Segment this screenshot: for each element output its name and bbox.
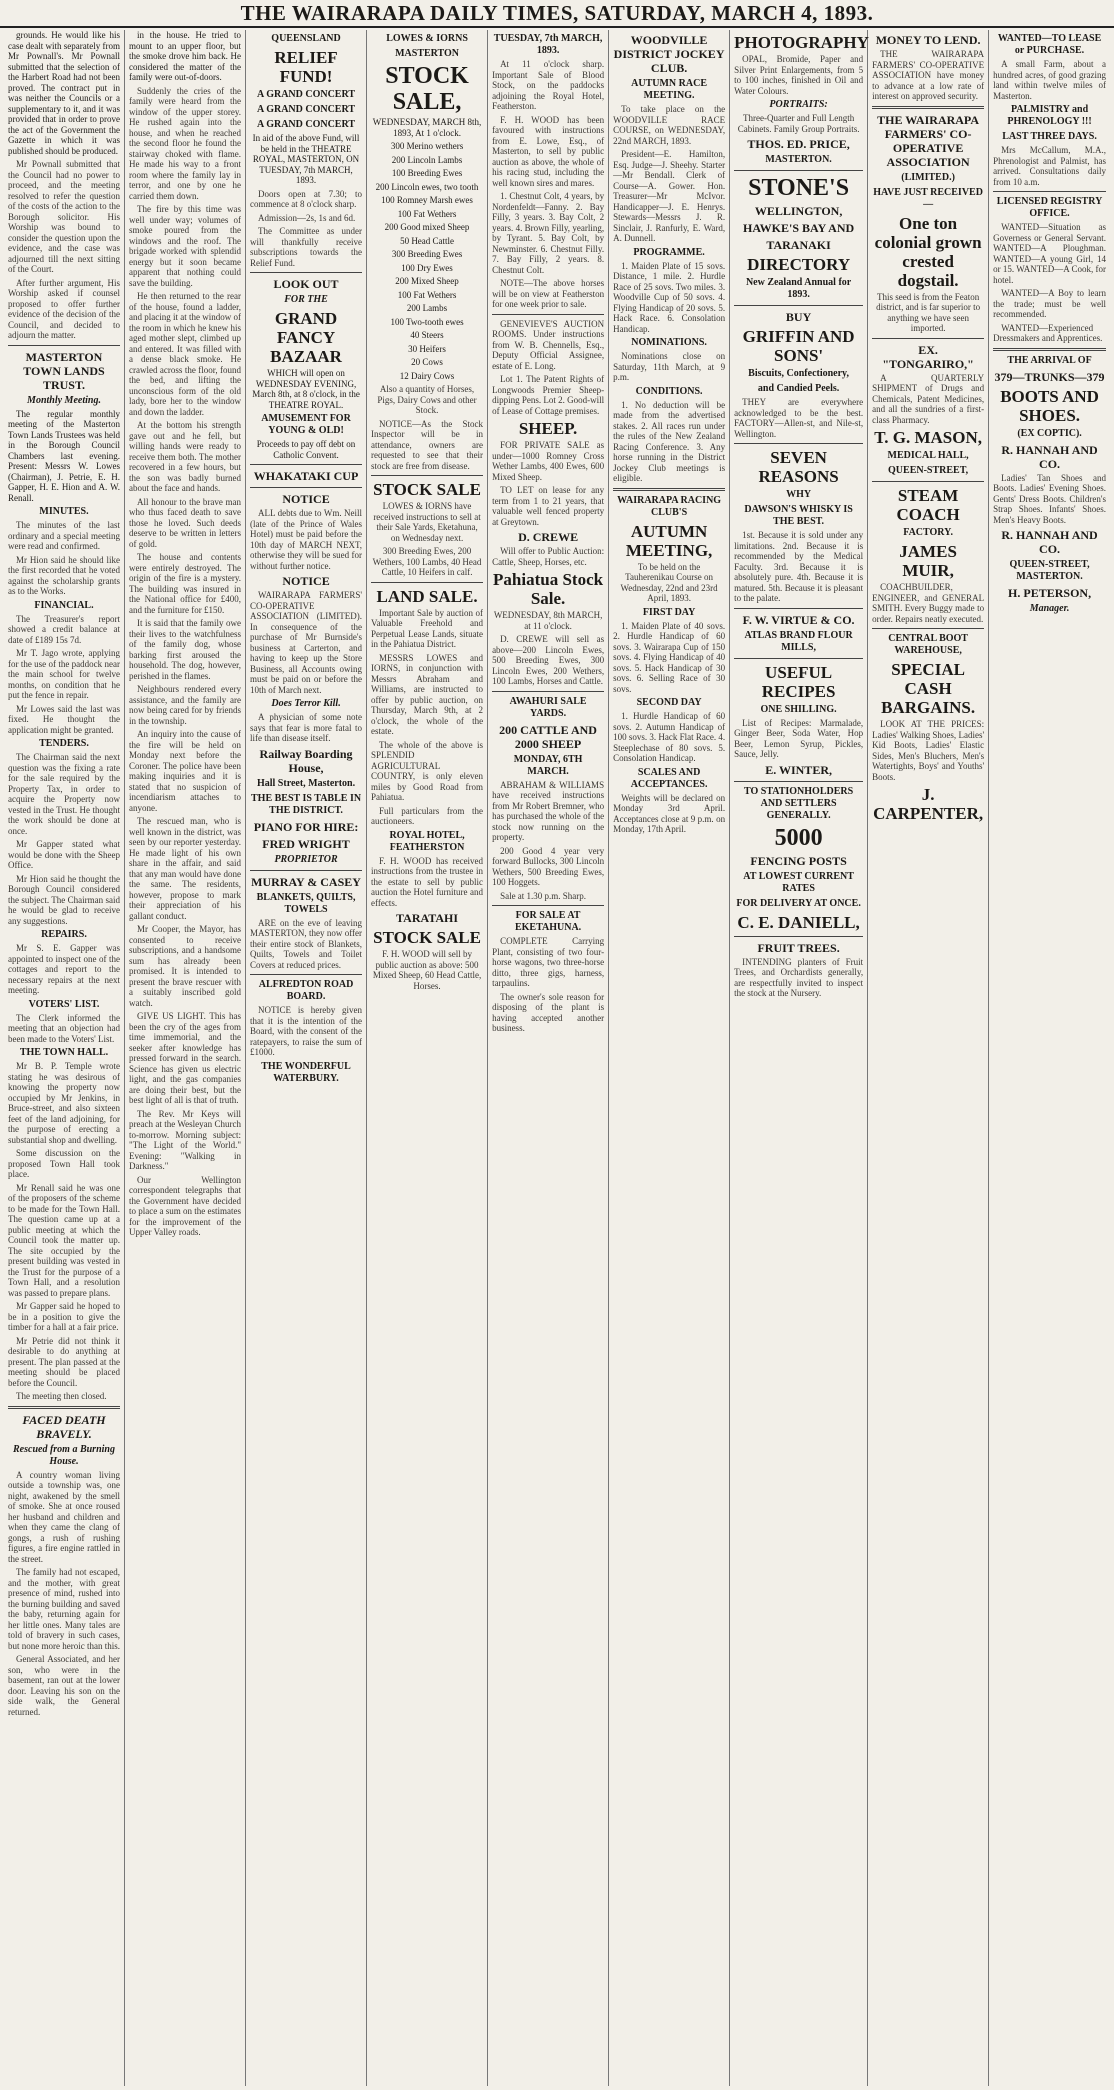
land-sale: LAND SALE.: [376, 586, 478, 606]
col5-date: TUESDAY, 7th MARCH, 1893.: [493, 33, 603, 56]
winter: E. WINTER,: [765, 762, 832, 777]
carpenter: J. CARPENTER,: [873, 785, 984, 823]
pahiatua: Pahiatua Stock Sale.: [493, 570, 604, 608]
stock-sale-2: STOCK SALE: [373, 480, 481, 499]
stock-line-9: 300 Breeding Ewes: [391, 249, 463, 259]
royal-hotel: ROYAL HOTEL, FEATHERSTON: [389, 829, 465, 853]
cattle: 200 CATTLE AND 2000 SHEEP: [499, 722, 597, 751]
licensed: LICENSED REGISTRY OFFICE.: [996, 196, 1103, 219]
virtue: F. W. VIRTUE & CO.: [742, 612, 855, 627]
biscuits: Biscuits, Confectionery,: [748, 368, 849, 379]
murray: MURRAY & CASEY: [251, 874, 361, 889]
does-terror: Does Terror Kill.: [271, 698, 341, 709]
portraits: PORTRAITS:: [769, 99, 828, 110]
stock-line-13: 200 Lambs: [406, 303, 448, 313]
col1-repairs: REPAIRS.: [41, 929, 87, 940]
stones: STONE'S: [748, 175, 850, 201]
proprietor: PROPRIETOR: [274, 853, 338, 865]
stock-line-16: 30 Heifers: [408, 343, 446, 354]
column-5: TUESDAY, 7th MARCH, 1893. At 11 o'clock sharp. Important Sale of Blood Stock, on the paddocks adjoining the Royal Hotel, Featherston. F. H. WOOD has been favoured with instructions from E. Lowe, Esq., of Masterton, to sell by public auction as above, the whole of his racing stud, including the well known sires and mares. 1. Chestnut Colt, 4 years, by Nordenfeldt—Fanny. 2. Bay Filly, 3 years. 3. Bay Colt, 2 years. 4. Brown Filly, yearling, by Tyrant. 5. Bay Colt, by Newminster. 6. Chestnut Filly. 7. Bay Filly, 2 years. 8. Chestnut Colt. NOTE—The above horses will be on view at Featherston for one week prior to sale. GENEVIEVE'S AUCTION ROOMS. Under instructions from W. B. Chennells, Esq., Deputy Official Assignee, estate of E. Long. Lot 1. The Patent Rights of Longwoods Premier Sheep-dipping Pens. Lot 2. Good-will of Lease of Cottage premises. SHEEP. FOR PRIVATE SALE as under—1000 Romney Cross Wether Lambs, 400 Ewes, 600 Mixed Sheep. TO LET on lease for any term from 1 to 21 years, that valuable well fenced property at Greytown. D. CREWE Will offer to Public Auction: Cattle, Sheep, Horses, etc. Pahiatua Stock Sale. WEDNESDAY, 8th MARCH, at 11 o'clock. D. CREWE will sell as above—200 Lincoln Ewes, 500 Breeding Ewes, 300 Lincoln Ewes, 200 Wethers, 100 Lambs, Horses and Cattle. AWAHURI SALE YARDS. 200 CATTLE AND 2000 SHEEP MONDAY, 6TH MARCH. ABRAHAM & WILLIAMS have received instructions from Mr Robert Bremner, who has purchased the whole of the stock now running on the property. 200 Good 4 year very forward Bullocks, 300 Lincoln Wethers, 500 Breeding Ewes, 100 Hoggets. Sale at 1.30 p.m. Sharp. FOR SALE AT EKETAHUNA. COMPLETE Carrying Plant, consisting of two four-horse wagons, two three-horse ditto, three gigs, harness, tarpaulins. The owner's sole reason for disposing of the plant is having accepted another business.: [488, 30, 609, 2086]
column-9: WANTED—TO LEASE or PURCHASE. A small Farm, about a hundred acres, of good grazing land within twelve miles of Masterton. PALMISTRY and PHRENOLOGY !!! LAST THREE DAYS. Mrs McCallum, M.A., Phrenologist and Palmist, has arrived. Consultations daily from 10 a.m. LICENSED REGISTRY OFFICE. WANTED—Situation as Governess or General Servant. WANTED—A Ploughman. WANTED—A young Girl, 14 or 15. WANTED—A Cook, for hotel. WANTED—A Boy to learn the trade; must be well recommended. WANTED—Experienced Dressmakers and Apprentices. THE ARRIVAL OF 379—TRUNKS—379 BOOTS AND SHOES. (EX COPTIC). R. HANNAH AND CO. Ladies' Tan Shoes and Boots. Ladies' Evening Shoes. Gents' Dress Boots. Children's Strap Shoes. Infants' Shoes. Men's Heavy Boots. R. HANNAH AND CO. QUEEN-STREET, MASTERTON. H. PETERSON, Manager.: [993, 33, 1106, 614]
steam: STEAM COACH: [896, 486, 960, 524]
for-sale: FOR SALE AT EKETAHUNA.: [514, 910, 582, 933]
ex-ship: (EX COPTIC).: [1017, 427, 1082, 439]
buy: BUY: [785, 310, 812, 324]
candied: and Candied Peels.: [757, 383, 840, 394]
one-shilling: ONE SHILLING.: [760, 703, 837, 715]
manager: Manager.: [1029, 603, 1070, 614]
col1-faced-sub: Rescued from a Burning House.: [13, 1443, 115, 1467]
photography: PHOTOGRAPHY: [734, 33, 869, 52]
daniell: C. E. DANIELL,: [737, 912, 860, 932]
central: CENTRAL BOOT WAREHOUSE,: [888, 633, 968, 656]
settlers: TO STATIONHOLDERS AND SETTLERS GENERALLY.: [743, 785, 854, 821]
conditions: CONDITIONS.: [635, 385, 703, 397]
relief-body: In aid of the above Fund, will be held in the THEATRE ROYAL, MASTERTON, ON TUESDAY, 7th MARCH, 1893.: [252, 133, 360, 185]
col1-faced-heading: FACED DEATH BRAVELY.: [22, 1412, 106, 1441]
monday: MONDAY, 6TH MARCH.: [513, 753, 583, 777]
wonderful: THE WONDERFUL WATERBURY.: [261, 1060, 351, 1084]
wellington: WELLINGTON,: [754, 204, 843, 218]
stock-line-17: 20 Cows: [411, 357, 443, 367]
col1-subheading: Monthly Meeting.: [27, 394, 101, 406]
stock-date: WEDNESDAY, MARCH 8th, 1893, At 1 o'clock.: [372, 117, 482, 138]
column-7: PHOTOGRAPHY OPAL, Bromide, Paper and Silver Print Enlargements, from 5 to 100 inches, finished in Oil and Water Colours. PORTRAITS: Three-Quarter and Full Length Cabinets. Family Group Portraits. THOS. ED. PRICE, MASTERTON. STONE'S WELLINGTON, HAWKE'S BAY AND TARANAKI DIRECTORY New Zealand Annual for 1893. BUY GRIFFIN AND SONS' Biscuits, Confectionery, and Candied Peels. THEY are everywhere acknowledged to be the best. FACTORY—Allen-st, and Nile-st, Wellington. SEVEN REASONS WHY DAWSON'S WHISKY IS THE BEST. 1st. Because it is sold under any limitations. 2nd. Because it is recommended by the Medical Faculty. 3rd. Because it is absolutely pure. 4th. Because it is matured. 5th. Because it is pleasant to the palate. F. W. VIRTUE & CO. ATLAS BRAND FLOUR MILLS, USEFUL RECIPES ONE SHILLING. List of Recipes: Marmalade, Ginger Beer, Soda Water, Hop Beer, Lemon Syrup, Pickles, Sauce, Jelly. E. WINTER, TO STATIONHOLDERS AND SETTLERS GENERALLY. 5000 FENCING POSTS AT LOWEST CURRENT RATES FOR DELIVERY AT ONCE. C. E. DANIELL, FRUIT TREES. INTENDING planters of Fruit Trees, and Orchardists generally, are respectfully invited to inspect the stock at the Nursery.: [730, 30, 868, 2086]
lowest: AT LOWEST CURRENT RATES: [743, 870, 854, 894]
stock-sale-3: STOCK SALE: [373, 928, 481, 947]
directory: DIRECTORY: [747, 255, 851, 274]
trunks: 379—TRUNKS—379: [994, 369, 1105, 384]
arrival-head: THE ARRIVAL OF: [1007, 354, 1092, 366]
james-muir: JAMES MUIR,: [899, 542, 957, 580]
railway-addr: Hall Street, Masterton.: [256, 777, 356, 789]
sheep: SHEEP.: [518, 419, 578, 438]
nz-almanac: New Zealand Annual for 1893.: [745, 277, 852, 300]
newspaper-title: THE WAIRARAPA DAILY TIMES, SATURDAY, MARCH 4, 1893.: [240, 1, 874, 25]
column-8: MONEY TO LEND. THE WAIRARAPA FARMERS' CO-OPERATIVE ASSOCIATION have money to advance at a low rate of interest on approved security. THE WAIRARAPA FARMERS' CO-OPERATIVE ASSOCIATION (LIMITED.) HAVE JUST RECEIVED— One ton colonial grown crested dogstail. This seed is from the Featon district, and is far superior to anything we have seen imported. EX. "TONGARIRO," A QUARTERLY SHIPMENT of Drugs and Chemicals, Patent Medicines, and all the sundries of a first-class Pharmacy. T. G. MASON, MEDICAL HALL, QUEEN-STREET, STEAM COACH FACTORY. JAMES MUIR, COACHBUILDER, ENGINEER, and GENERAL SMITH. Every Buggy made to order. Repairs neatly executed. CENTRAL BOOT WAREHOUSE, SPECIAL CASH BARGAINS. LOOK AT THE PRICES: Ladies' Walking Shoes, Ladies' Kid Boots, Ladies' Elastic Sides, Men's Bluchers, Men's Watertights, Boys' and Youths' Boots. J. CARPENTER,: [868, 30, 989, 2086]
jockey-club: WAIRARAPA RACING CLUB'S: [617, 494, 722, 518]
edward: THOS. ED. PRICE,: [747, 137, 850, 151]
delivery: FOR DELIVERY AT ONCE.: [736, 897, 861, 909]
for-the: FOR THE: [284, 294, 328, 305]
hannah: R. HANNAH AND CO.: [1001, 442, 1098, 471]
factory: FACTORY.: [903, 527, 953, 538]
col1-heading: MASTERTON TOWN LANDS TRUST.: [23, 349, 105, 392]
taranaki: TARANAKI: [766, 238, 831, 252]
limited: (LIMITED.): [901, 171, 955, 183]
awahuri: AWAHURI SALE YARDS.: [509, 695, 587, 719]
autumn: AUTUMN MEETING,: [625, 521, 713, 560]
seven: SEVEN REASONS: [758, 448, 839, 486]
railway-house: Railway Boarding House,: [259, 746, 353, 775]
bazaar-title: GRAND FANCY BAZAAR: [270, 309, 342, 366]
why: WHY: [786, 489, 812, 500]
taratahi: TARATAHI: [396, 911, 459, 925]
club: WOODVILLE DISTRICT JOCKEY CLUB.: [613, 33, 725, 75]
col4-heading-top: LOWES & IORNS: [386, 33, 468, 44]
col1-body: The regular monthly meeting of the Masterton Town Lands Trustees was held in the Borough Council Chambers last evening. Present: Messrs W. Lowes (Chairman), J. Petrie, E. H. Gapper, H. E. Hion and A. W. Renall.: [8, 408, 121, 503]
col1-intro: grounds. He would like his case dealt with separately from Mr Pownall's. Mr Pownall submitted that the selection of the Harbert Road had not been proved. The contract put in was neither the Councils or a supplementary to it, and it was provided that in order to prove the act of the Government the Gazette in which it was published should be produced.: [8, 30, 121, 156]
fencing: FENCING POSTS: [750, 853, 847, 868]
stock-line-4: 200 Lincoln ewes, two tooth: [375, 181, 479, 192]
column-3: QUEENSLAND RELIEF FUND! A GRAND CONCERT A GRAND CONCERT A GRAND CONCERT In aid of the above Fund, will be held in the THEATRE ROYAL, MASTERTON, ON TUESDAY, 7th MARCH, 1893. Doors open at 7.30; to commence at 8 o'clock sharp. Admission—2s, 1s and 6d. The Committee as under will thankfully receive subscriptions towards the Relief Fund. LOOK OUT FOR THE GRAND FANCY BAZAAR WHICH will open on WEDNESDAY EVENING, March 8th, at 8 o'clock, in the THEATRE ROYAL. AMUSEMENT FOR YOUNG & OLD! Proceeds to pay off debt on Catholic Convent. WHAKATAKI CUP NOTICE ALL debts due to Wm. Neill (late of the Prince of Wales Hotel) must be paid before the 10th day of MARCH NEXT, otherwise they will be sued for without further notice. NOTICE WAIRARAPA FARMERS' CO-OPERATIVE ASSOCIATION (LIMITED). In consequence of the purchase of Mr Burnside's business at Carterton, and having to keep up the Store Business, all Accounts owing must be paid on or before the 10th of March next. Does Terror Kill. A physician of some note says that fear is more fatal to life than disease itself. Railway Boarding House, Hall Street, Masterton. THE BEST IS TABLE IN THE DISTRICT. PIANO FOR HIRE: FRED WRIGHT PROPRIETOR MURRAY & CASEY BLANKETS, QUILTS, TOWELS ARE on the eve of leaving MASTERTON, they now offer their entire stock of Blankets, Quilts, Towels and Toilet Covers at reduced prices. ALFREDTON ROAD BOARD. NOTICE is hereby given that it is the intention of the Board, with the consent of the ratepayers, to raise the sum of £1000. THE WONDERFUL WATERBURY.: [246, 30, 367, 2086]
masterton-7: MASTERTON.: [765, 154, 832, 165]
five-thousand: 5000: [774, 824, 823, 851]
last-days: LAST THREE DAYS.: [1002, 131, 1097, 142]
columns: [4, 30, 1110, 2086]
whakataki: WHAKATAKI CUP: [253, 469, 359, 483]
just-received: HAVE JUST RECEIVED—: [873, 186, 983, 210]
col1-tenders: TENDERS.: [39, 738, 89, 749]
special: SPECIAL CASH BARGAINS.: [881, 660, 976, 717]
alfredton: ALFREDTON ROAD BOARD.: [258, 979, 354, 1002]
fruit: FRUIT TREES.: [757, 940, 840, 955]
wanted: WANTED—TO LEASE or PURCHASE.: [997, 33, 1102, 56]
amusement: AMUSEMENT FOR YOUNG & OLD!: [261, 413, 351, 436]
stock-line-14: 100 Two-tooth ewes: [390, 316, 464, 327]
queen: QUEEN-STREET,: [888, 465, 969, 476]
best-table: THE BEST IS TABLE IN THE DISTRICT.: [251, 792, 362, 816]
one-ton: One ton colonial grown crested dogstail.: [874, 213, 982, 290]
col2-body: in the house. He tried to mount to an upper floor, but the smoke drove him back. He considered the matter of the family were out-of-doors.: [129, 30, 242, 82]
queen-st: QUEEN-STREET, MASTERTON.: [1009, 559, 1090, 582]
medical: MEDICAL HALL,: [887, 450, 969, 461]
blankets: BLANKETS, QUILTS, TOWELS: [256, 891, 356, 915]
masthead: [0, 0, 1114, 28]
hannah-2: R. HANNAH AND CO.: [1001, 528, 1098, 556]
t-mason: T. G. MASON,: [874, 428, 983, 447]
farmers-title: THE WAIRARAPA FARMERS' CO-OPERATIVE ASSOCIATION: [877, 112, 980, 169]
programme: PROGRAMME.: [633, 246, 705, 258]
proceeds: Proceeds to pay off debt on Catholic Convent.: [256, 439, 356, 460]
recipes: USEFUL RECIPES: [761, 662, 836, 701]
stock-line-7: 200 Good mixed Sheep: [384, 222, 470, 232]
stock-sale: STOCK SALE,: [385, 63, 469, 115]
look-out: LOOK OUT: [273, 277, 339, 291]
palmistry: PALMISTRY and PHRENOLOGY !!!: [1007, 104, 1092, 127]
column-6: WOODVILLE DISTRICT JOCKEY CLUB. AUTUMN RACE MEETING. To take place on the WOODVILLE RACE COURSE, on WEDNESDAY, 22nd MARCH, 1893. President—E. Hamilton, Esq. Judge—J. Sheehy. Starter—Mr Bendall. Clerk of Course—A. Gower. Hon. Treasurer—Mr McIvor. Handicapper—J. E. Henrys. Stewards—Messrs J. R. Sinclair, J. Ranfurly, E. Ward, A. Dunnell. PROGRAMME. 1. Maiden Plate of 15 sovs. Distance, 1 mile. 2. Hurdle Race of 25 sovs. Two miles. 3. Woodville Cup of 50 sovs. 4. Flying Handicap of 20 sovs. 5. Hack Race. 6. Consolation Handicap. NOMINATIONS. Nominations close on Saturday, 11th March, at 9 p.m. CONDITIONS. 1. No deduction will be made from the advertised stakes. 2. All races run under the rules of the New Zealand Racing Conference. 3. Any horse running in the District Jockey Club meetings is eligible. WAIRARAPA RACING CLUB'S AUTUMN MEETING, To be held on the Tauherenikau Course on Wednesday, 22nd and 23rd April, 1893. FIRST DAY 1. Maiden Plate of 40 sovs. 2. Hurdle Handicap of 60 sovs. 3. Wairarapa Cup of 150 sovs. 4. Flying Handicap of 40 sovs. 5. Hack Handicap of 30 sovs. 6. Selling Race of 30 sovs. SECOND DAY 1. Hurdle Handicap of 60 sovs. 2. Autumn Handicap of 100 sovs. 3. Hack Flat Race. 4. Steeplechase of 80 sovs. 5. Consolation Handicap. SCALES AND ACCEPTANCES. Weights will be declared on Monday 3rd April. Acceptances close at 9 p.m. on Monday, 17th April.: [609, 30, 730, 2086]
stock-line-2: 200 Lincoln Lambs: [391, 154, 463, 165]
peterson: H. PETERSON,: [1008, 586, 1092, 600]
boots: BOOTS AND SHOES.: [1000, 386, 1099, 425]
stock-line-18: 12 Dairy Cows: [399, 370, 455, 381]
relief-line-1: A GRAND CONCERT: [257, 89, 356, 100]
stock-line-15: 40 Steers: [410, 330, 444, 340]
stock-line-3: 100 Breeding Ewes: [391, 168, 463, 178]
bazaar-body: WHICH will open on WEDNESDAY EVENING, March 8th, at 8 o'clock, in the THEATRE ROYAL.: [252, 368, 360, 410]
relief-title: RELIEF FUND!: [274, 48, 338, 86]
col4-heading-sub: MASTERTON: [395, 48, 460, 59]
scales: SCALES AND ACCEPTANCES.: [630, 766, 708, 790]
relief-top: QUEENSLAND: [271, 33, 341, 44]
relief-line-3: A GRAND CONCERT: [257, 119, 356, 130]
stock-line-12: 100 Fat Wethers: [397, 289, 457, 300]
col1-financial: FINANCIAL.: [34, 599, 94, 611]
relief-line-2: A GRAND CONCERT: [257, 104, 356, 115]
nominations: NOMINATIONS.: [631, 337, 707, 348]
col1-town-hall: THE TOWN HALL.: [19, 1047, 109, 1058]
money: MONEY TO LEND.: [875, 33, 981, 47]
atlas: ATLAS BRAND FLOUR MILLS,: [744, 629, 853, 653]
second-day: SECOND DAY: [636, 697, 702, 708]
dawson: DAWSON'S WHISKY IS THE BEST.: [744, 504, 853, 527]
stock-line-5: 100 Romney Marsh ewes: [381, 195, 473, 205]
notice2-title: NOTICE: [282, 574, 330, 588]
stock-line-8: 50 Head Cattle: [400, 235, 455, 246]
column-4: LOWES & IORNS MASTERTON STOCK SALE, WEDNESDAY, MARCH 8th, 1893, At 1 o'clock. 300 Merino wethers 200 Lincoln Lambs 100 Breeding Ewes 200 Lincoln ewes, two tooth 100 Romney Marsh ewes 100 Fat Wethers 200 Good mixed Sheep 50 Head Cattle 300 Breeding Ewes 100 Dry Ewes 200 Mixed Sheep 100 Fat Wethers 200 Lambs 100 Two-tooth ewes 40 Steers 30 Heifers 20 Cows 12 Dairy Cows Also a quantity of Horses, Pigs, Dairy Cows and other Stock. NOTICE—As the Stock Inspector will be in attendance, owners are requested to see that their stock are free from disease. STOCK SALE LOWES & IORNS have received instructions to sell at their Sale Yards, Eketahuna, on Wednesday next. 300 Breeding Ewes, 200 Wethers, 100 Lambs, 40 Head Cattle, 10 Heifers in calf. LAND SALE. Important Sale by auction of Valuable Freehold and Perpetual Lease Lands, situate in the Pahiatua District. MESSRS LOWES and IORNS, in conjunction with Messrs Abraham and Williams, are instructed to offer by public auction, on Thursday, March 9th, at 2 o'clock, the whole of the estate. The whole of the above is SPLENDID AGRICULTURAL COUNTRY, is only eleven miles by Good Road from Pahiatua. Full particulars from the auctioneers. ROYAL HOTEL, FEATHERSTON F. H. WOOD has received instructions from the trustee in the estate to sell by public auction the Hotel furniture and effects. TARATAHI STOCK SALE F. H. WOOD will sell by public auction as above: 500 Mixed Sheep, 60 Head Cattle, Horses.: [367, 30, 488, 2086]
autumn-meeting-small: AUTUMN RACE MEETING.: [631, 78, 707, 101]
notice-title: NOTICE: [282, 492, 330, 506]
column-2: in the house. He tried to mount to an upper floor, but the smoke drove him back. He considered the matter of the family were out-of-doors. Suddenly the cries of the family were heard from the window of the upper storey. He rushed again into the house, and when he reached the second floor he found the stairway choked with flame. He made his way to a front room where the family lay in terror, and one by one he carried them down. The fire by this time was well under way; volumes of smoke poured from the windows and the roof. The brigade worked with splendid energy but it soon became apparent that nothing could save the building. He then returned to the rear of the house, found a ladder, and placing it at the window of the room in which he knew his aged mother slept, climbed up and entered. It was filled with a dense black smoke. He crawled across the floor, found the bed, and lifting the unconscious form of the old lady, bore her to the window and down the ladder. At the bottom his strength gave out and he fell, but willing hands were ready to receive them both. The mother recovered in a few hours, but the son was badly burned about the face and hands. All honour to the brave man who thus faced death to save those he loved. Such deeds deserve to be written in letters of gold. The house and contents were entirely destroyed. The origin of the fire is a mystery. The building was insured in the National office for £400, and the furniture for £150. It is said that the family owe their lives to the watchfulness of the family dog, whose barking first aroused the household. The dog, however, perished in the flames. Neighbours rendered every assistance, and the family are now being cared for by friends in the township. An inquiry into the cause of the fire will be held on Monday next before the Coroner. The police have been making inquiries and it is stated that no suspicion of incendiarism attaches to anyone. The rescued man, who is well known in the district, was seen by our reporter yesterday. He made light of his own share in the affair, and said that any man would have done the same. The residents, however, propose to mark their appreciation of his gallant conduct. Mr Cooper, the Mayor, has consented to receive subscriptions, and a handsome sum has already been promised. It is intended to present the brave rescuer with a suitably inscribed gold watch. GIVE US LIGHT. This has been the cry of the ages from time immemorial, and the seeker after knowledge has pressed forward in the search. Science has given us electric light, and the gas companies are doing their best, but the best light of all is that of truth. The Rev. Mr Keys will preach at the Wesleyan Church to-morrow. Morning subject: "The Light of the World." Evening: "Walking in Darkness." Our Wellington correspondent telegraphs that the Government have decided to place a sum on the estimates for the improvement of the Upper Valley roads.: [125, 30, 246, 2086]
col1-minutes: MINUTES.: [39, 506, 89, 517]
piano: PIANO FOR HIRE:: [253, 819, 359, 834]
crewe: D. CREWE: [518, 530, 579, 544]
fred-wright: FRED WRIGHT: [262, 836, 350, 851]
griffin: GRIFFIN AND SONS': [742, 327, 855, 365]
ex-tongariro: EX. "TONGARIRO,": [882, 342, 974, 371]
stock-line-10: 100 Dry Ewes: [401, 262, 453, 273]
stock-line-6: 100 Fat Wethers: [397, 208, 457, 219]
stock-line-1: 300 Merino wethers: [390, 141, 464, 151]
stock-line-11: 200 Mixed Sheep: [395, 276, 459, 286]
column-1: grounds. He would like his case dealt with separately from Mr Pownall's. Mr Pownall submitted that the selection of the Harbert Road had not been proved. The contract put in was neither the Councils or a supplementary to it, and it was provided that in order to prove the act of the Government the Gazette in which it was published should be produced. Mr Pownall submitted that the Council had no power to proceed, and the meeting resolved to refer the question of the costs of the action to the Borough solicitor. His Worship was bound to consider the question upon the evidence, and the case was adjourned till the next sitting of the Court. After further argument, His Worship asked if counsel proposed to offer further evidence of the decision of the Council, and decided to adjourn the matter. MASTERTON TOWN LANDS TRUST. Monthly Meeting. The regular monthly meeting of the Masterton Town Lands Trustees was held in the Borough Council Chambers last evening. Present: Messrs W. Lowes (Chairman), J. Petrie, E. H. Gapper, H. E. Hion and A. W. Renall. MINUTES. The minutes of the last ordinary and a special meeting were read and confirmed. Mr Hion said he should like the first recorded that he voted against the scholarship grants as to the Works. FINANCIAL. The Treasurer's report showed a credit balance at date of £189 15s 7d. Mr T. Jago wrote, applying for the use of the paddock near the main school for twelve months, on condition that he put the fence in repair. Mr Lowes said the last was fixed. He thought the application might be granted. TENDERS. The Chairman said the next question was the fixing a rate for the sale required by the Property Tax, in order to acquire the Property now vested in the Trust. He thought the work should be done at once. Mr Gapper stated what would be done with the Sheep Office. Mr Hion said he thought the Borough Council considered the subject. The Chairman said he would be glad to receive any suggestions. REPAIRS. Mr S. E. Gapper was appointed to inspect one of the cottages and report to the necessary repairs at the next meeting. VOTERS' LIST. The Clerk informed the meeting that an objection had been made to the Voters' List. THE TOWN HALL. Mr B. P. Temple wrote stating he was desirous of knowing the property now occupied by Mr Jenkins, in Bruce-street, and also sixteen feet of the land adjoining, for the purpose of erecting a substantial shop and dwelling. Some discussion on the proposed Town Hall took place. Mr Renall said he was one of the proposers of the scheme to be made for the Town Hall. The question came up at a public meeting at which the Council took the matter up. The site occupied by the present building was vested in the Trust for the purpose of a Town Hall, and a resolution was passed to prepare plans. Mr Gapper said he hoped to be in a position to give the timber for a hall at a fair price. Mr Petrie did not think it desirable to do anything at present. The plan passed at the meeting should be placed before the Council. The meeting then closed. FACED DEATH BRAVELY. Rescued from a Burning House. A country woman living outside a township was, one night, awakened by the smell of smoke. She at once roused her husband and children and when they came the clang of gongs, a rush of rushing figures, a fire engine rattled in the street. The family had not escaped, and the mother, with great presence of mind, rushed into the burning building and saved the baby, returning again for her little ones. Many tales are told of bravery in such cases, but none more heroic than this. General Associated, and her son, who were in the basement, ran out at the lower door. Leaving his son on the side walk, the General returned.: [4, 30, 125, 2086]
first-day: FIRST DAY: [642, 606, 696, 618]
hawkes: HAWKE'S BAY AND: [743, 221, 855, 235]
col1-voters: VOTERS' LIST.: [28, 998, 100, 1010]
